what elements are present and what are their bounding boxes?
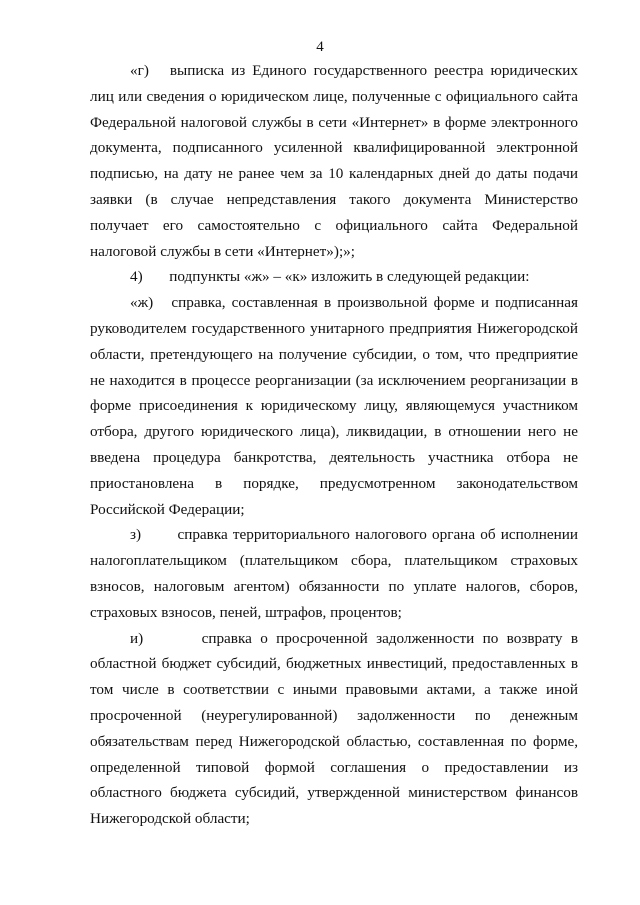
paragraph-item-4: 4) подпункты «ж» – «к» изложить в следующей редакции: — [130, 268, 530, 286]
page-number: 4 — [316, 39, 324, 55]
paragraph-item-z: з) справка территориального налогового органа об исполнении налогоплательщиком (плательщиком сбора, плательщиком страховых взносов, налоговым агентом) обязанности по уплате налогов, сборов, страховых взносов, пеней, штрафов, процентов; — [90, 526, 578, 621]
paragraph-item-g: «г) выписка из Единого государственного реестра юридических лиц или сведения о юридическом лице, полученные с официального сайта Федеральной налоговой службы в сети «Интернет» в форме электронного документа, подписанного усиленной квалифицированной электронной подписью, на дату не ранее чем за 10 календарных дней до даты подачи заявки (в случае непредставления такого документа Министерство получает его самостоятельно с официального сайта Федеральной налоговой службы в сети «Интернет»);»; — [90, 62, 578, 260]
paragraph-item-zh: «ж) справка, составленная в произвольной форме и подписанная руководителем государственного унитарного предприятия Нижегородской области, претендующего на получение субсидии, о том, что предприятие не находится в процессе реорганизации (за исключением реорганизации в форме присоединения к юридическому лицу, являющемуся участником отбора, другого юридического лица), ликвидации, в отношении него не введена процедура банкротства, деятельность участника отбора не приостановлена в порядке, предусмотренном законодательством Российской Федерации; — [90, 294, 578, 518]
document-body — [90, 58, 578, 832]
paragraph-item-i: и) справка о просроченной задолженности по возврату в областной бюджет субсидий, бюджетных инвестиций, предоставленных в том числе в соответствии с иными правовыми актами, а также иной просроченной (неурегулированной) задолженности по денежным обязательствам перед Нижегородской областью, составленная по форме, определенной типовой формой соглашения о предоставлении из областного бюджета субсидий, утвержденной министерством финансов Нижегородской области; — [90, 629, 578, 828]
